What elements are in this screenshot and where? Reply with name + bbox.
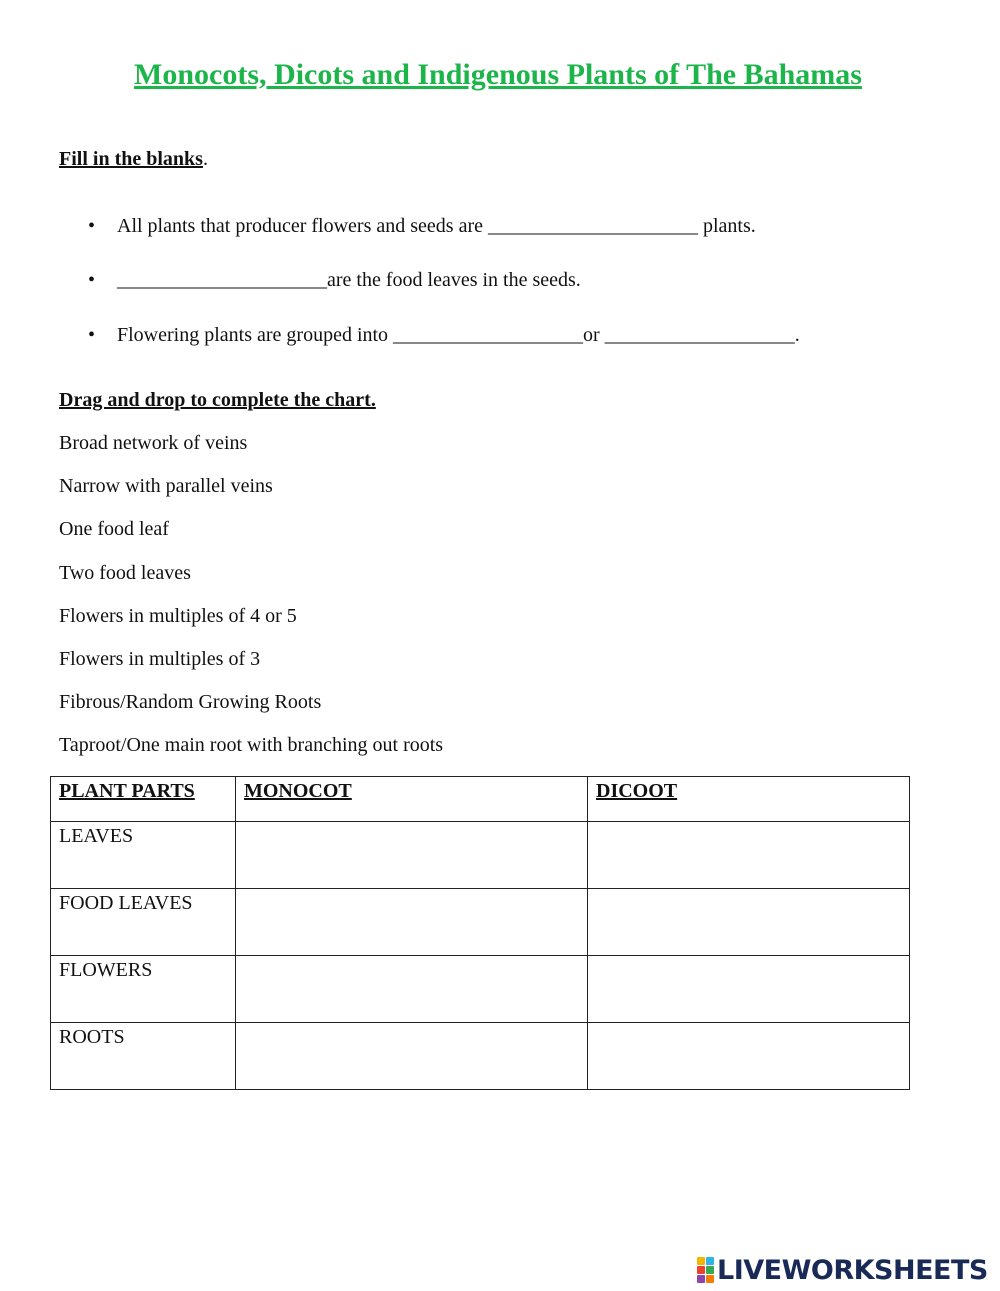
logo-block xyxy=(697,1266,705,1274)
logo-block xyxy=(697,1275,705,1283)
monocot-drop-cell[interactable] xyxy=(236,822,588,889)
bullet-icon: • xyxy=(88,269,96,291)
fill-blanks-heading-text: Fill in the blanks xyxy=(59,148,203,170)
worksheet-title: Monocots, Dicots and Indigenous Plants of The Bahamas xyxy=(134,58,862,91)
monocot-drop-cell[interactable] xyxy=(236,956,588,1023)
drag-drop-heading: Drag and drop to complete the chart. xyxy=(59,389,376,411)
drag-option[interactable]: Two food leaves xyxy=(59,562,191,584)
liveworksheets-logo xyxy=(697,1255,988,1285)
monocot-drop-cell[interactable] xyxy=(236,1023,588,1090)
drag-option[interactable]: Fibrous/Random Growing Roots xyxy=(59,691,322,713)
dicot-drop-cell[interactable] xyxy=(588,822,910,889)
header-dicot: DICOOT xyxy=(588,777,910,822)
logo-block xyxy=(706,1257,714,1265)
logo-block xyxy=(706,1266,714,1274)
blank-item-text: Flowering plants are grouped into ___________________or ___________________. xyxy=(117,324,800,346)
dicot-drop-cell[interactable] xyxy=(588,956,910,1023)
drag-option[interactable]: Narrow with parallel veins xyxy=(59,475,273,497)
blank-item-text: _____________________are the food leaves in the seeds. xyxy=(117,269,581,291)
drag-option[interactable]: One food leaf xyxy=(59,518,169,540)
bullet-icon: • xyxy=(88,215,96,237)
dicot-drop-cell[interactable] xyxy=(588,1023,910,1090)
chart-row xyxy=(51,956,910,1023)
chart-row xyxy=(51,889,910,956)
blank-item xyxy=(88,269,581,292)
chart-row xyxy=(51,1023,910,1090)
bullet-icon: • xyxy=(88,324,96,346)
row-label: ROOTS xyxy=(51,1023,236,1090)
chart-row xyxy=(51,822,910,889)
row-label: LEAVES xyxy=(51,822,236,889)
row-label: FOOD LEAVES xyxy=(51,889,236,956)
blank-item-text: All plants that producer flowers and seeds are _____________________ plants. xyxy=(117,215,756,237)
chart-header-row xyxy=(51,777,910,822)
header-monocot: MONOCOT xyxy=(236,777,588,822)
fill-blanks-heading xyxy=(59,148,208,171)
logo-block xyxy=(697,1257,705,1265)
logo-text: LIVEWORKSHEETS xyxy=(717,1254,988,1286)
liveworksheets-logo-icon xyxy=(697,1257,714,1283)
logo-block xyxy=(706,1275,714,1283)
monocot-drop-cell[interactable] xyxy=(236,889,588,956)
header-plant-parts: PLANT PARTS xyxy=(51,777,236,822)
blank-item xyxy=(88,215,756,238)
drag-option[interactable]: Flowers in multiples of 4 or 5 xyxy=(59,605,297,627)
classification-chart xyxy=(50,776,910,1090)
drag-option[interactable]: Flowers in multiples of 3 xyxy=(59,648,261,670)
dicot-drop-cell[interactable] xyxy=(588,889,910,956)
fill-blanks-heading-suffix: . xyxy=(202,148,208,170)
blank-item xyxy=(88,324,800,347)
drag-option[interactable]: Broad network of veins xyxy=(59,432,248,454)
drag-option[interactable]: Taproot/One main root with branching out roots xyxy=(59,734,444,756)
row-label: FLOWERS xyxy=(51,956,236,1023)
